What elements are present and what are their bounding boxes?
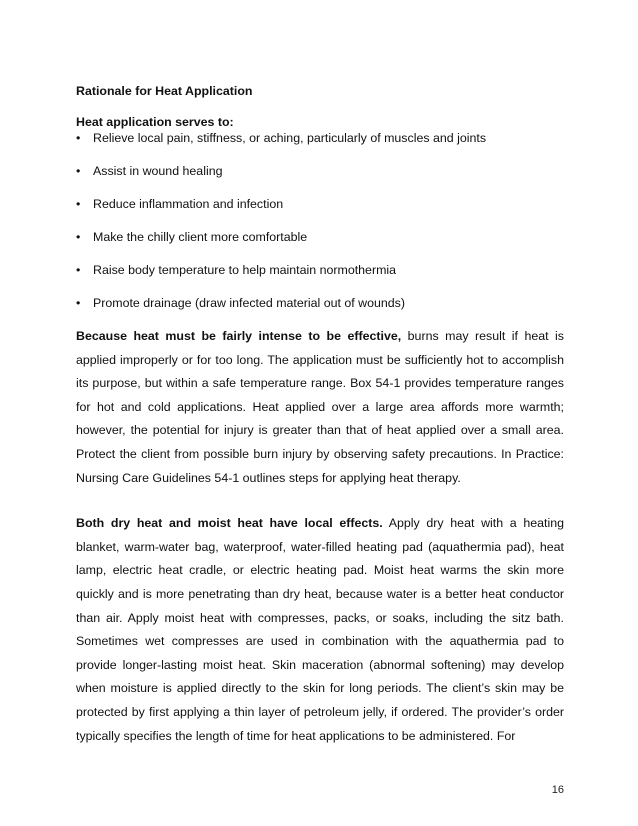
bullet-icon: • [76, 164, 81, 178]
paragraph-heat-intensity [76, 325, 564, 490]
paragraph-lead: Both dry heat and moist heat have local effects. [76, 516, 383, 531]
paragraph-body: burns may result if heat is applied improperly or for too long. The application must be sufficiently hot to accomplish its purpose, but within a safe temperature range. Box 54-1 provides temperature ranges for hot and cold applications. Heat applied over a large area affords more warmth; however, the potential for injury is greater than that of heat applied over a small area. Protect the client from possible burn injury by observing safety precautions. In Practice: Nursing Care Guidelines 54-1 outlines steps for applying heat therapy. [76, 329, 564, 485]
list-item [76, 130, 564, 146]
page-content [76, 83, 564, 748]
bullet-icon: • [76, 263, 81, 277]
list-item [76, 163, 564, 179]
list-item [76, 262, 564, 278]
bullet-icon: • [76, 296, 81, 310]
section-subheading: Heat application serves to: [76, 115, 234, 129]
bullet-icon: • [76, 197, 81, 211]
list-item [76, 229, 564, 245]
bullet-icon: • [76, 131, 81, 145]
section-heading: Rationale for Heat Application [76, 84, 253, 98]
list-item-text: Reduce inflammation and infection [93, 197, 284, 211]
paragraph-lead: Because heat must be fairly intense to be effective, [76, 329, 402, 343]
list-item-text: Promote drainage (draw infected material out of wounds) [93, 296, 405, 310]
list-item-text: Make the chilly client more comfortable [93, 230, 308, 244]
bullet-icon: • [76, 230, 81, 244]
list-item-text: Relieve local pain, stiffness, or aching, particularly of muscles and joints [93, 131, 487, 145]
list-item [76, 196, 564, 212]
page-number: 16 [551, 784, 564, 796]
paragraph-body: Apply dry heat with a heating blanket, warm-water bag, waterproof, water-filled heating pad (aquathermia pad), heat lamp, electric heat cradle, or electric heating pad. Moist heat warms the skin more quickly and is more penetrating than dry heat, because water is a better heat conductor than air. Apply moist heat with compresses, packs, or soaks, including the sitz bath. Sometimes wet compresses are used in combination with the aquathermia pad to provide longer-lasting moist heat. Skin maceration (abnormal softening) may develop when moisture is applied directly to the skin for long periods. The client’s skin may be protected by first applying a thin layer of petroleum jelly, if ordered. The provider’s order typically specifies the length of time for heat applications to be administered. For [76, 516, 564, 743]
list-item-text: Raise body temperature to help maintain normothermia [93, 263, 397, 277]
list-item-text: Assist in wound healing [93, 164, 223, 178]
bullet-list [76, 130, 564, 311]
list-item [76, 295, 564, 311]
paragraph-dry-moist-heat [76, 512, 564, 748]
